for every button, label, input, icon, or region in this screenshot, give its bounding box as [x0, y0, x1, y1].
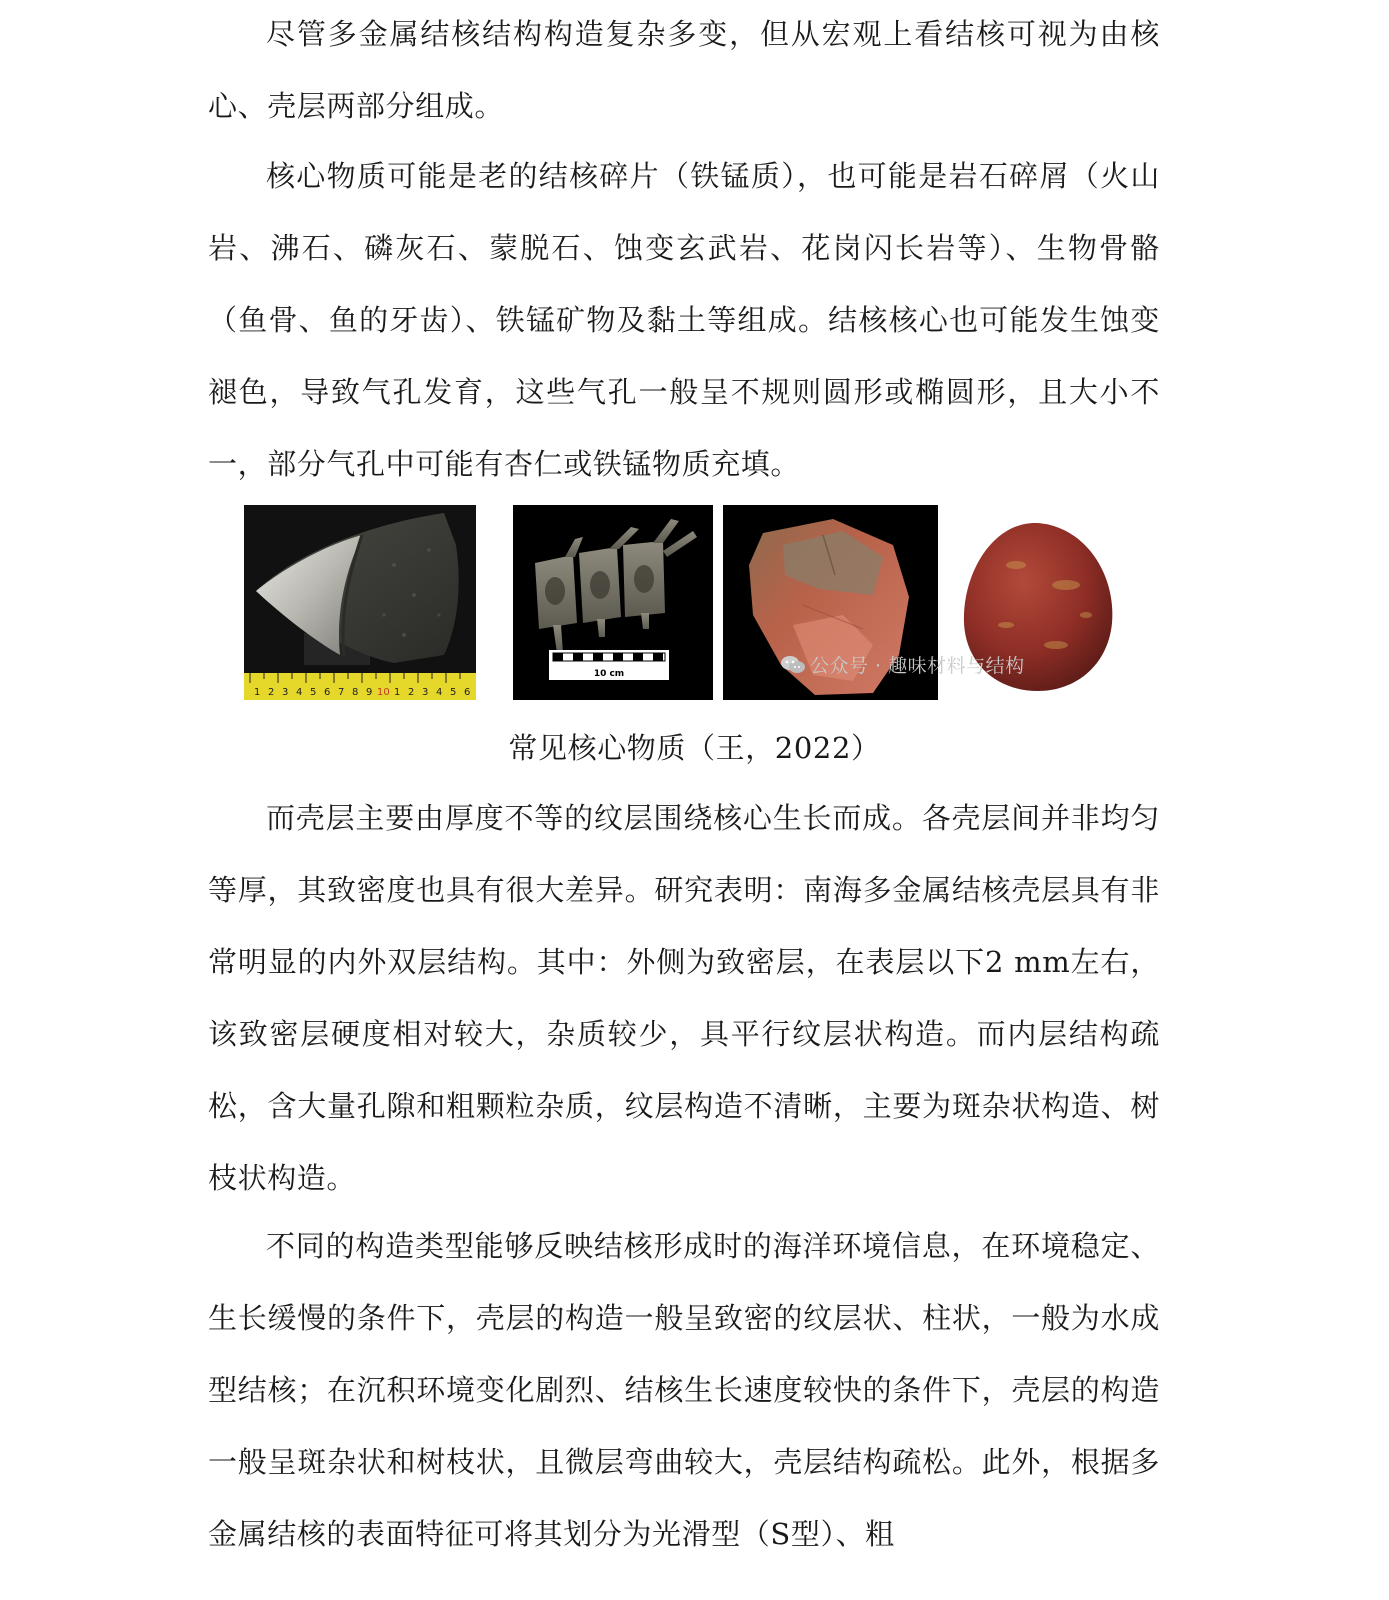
shark-tooth-photo [244, 505, 476, 700]
paragraph-1: 尽管多金属结核结构构造复杂多变，但从宏观上看结核可视为由核心、壳层两部分组成。 [208, 17, 1160, 123]
tape-number: 3 [422, 687, 429, 698]
tape-number: 6 [464, 687, 471, 698]
tape-number: 3 [282, 687, 289, 698]
tape-number: 7 [338, 687, 345, 698]
paragraph-4: 不同的构造类型能够反映结核形成时的海洋环境信息，在环境稳定、生长缓慢的条件下，壳层的构造一般呈致密的纹层状、柱状，一般为水成型结核；在沉积环境变化剧烈、结核生长速度较快的条件下，壳层的构造一般呈斑杂状和树枝状，且微层弯曲较大，壳层结构疏松。此外，根据多金属结核的表面特征可将其划分为光滑型（S型）、粗 [208, 1229, 1160, 1551]
tape-number: 4 [296, 687, 303, 698]
tape-number: 5 [450, 687, 457, 698]
scale-bar-label: 10 cm [593, 669, 625, 679]
tape-number: 4 [436, 687, 443, 698]
paragraph-2: 核心物质可能是老的结核碎片（铁锰质），也可能是岩石碎屑（火山岩、沸石、磷灰石、蒙脱石、蚀变玄武岩、花岗闪长岩等）、生物骨骼（鱼骨、鱼的牙齿）、铁锰矿物及黏土等组成。结核核心也可能发生蚀变褪色，导致气孔发育，这些气孔一般呈不规则圆形或椭圆形，且大小不一，部分气孔中可能有杏仁或铁锰物质充填。 [208, 159, 1160, 481]
watermark-text: 公众号 · 趣味材料与结构 [810, 655, 1025, 677]
tape-number: 10 [377, 687, 390, 698]
tape-number: 1 [394, 687, 401, 698]
tape-number: 5 [310, 687, 317, 698]
fish-vertebrae-photo [513, 505, 713, 700]
tape-number: 8 [352, 687, 359, 698]
wechat-icon [780, 655, 806, 675]
tape-number: 6 [324, 687, 331, 698]
figure-caption: 常见核心物质（王，2022） [508, 731, 881, 765]
tape-number: 1 [254, 687, 261, 698]
watermark [780, 651, 1025, 678]
tape-number: 2 [408, 687, 415, 698]
paragraph-3: 而壳层主要由厚度不等的纹层围绕核心生长而成。各壳层间并非均匀等厚，其致密度也具有很大差异。研究表明：南海多金属结核壳层具有非常明显的内外双层结构。其中：外侧为致密层，在表层以下2 mm左右，该致密层硬度相对较大，杂质较少，具平行纹层状构造。而内层结构疏松，含大量孔隙和粗颗粒杂质，纹层构造不清晰，主要为斑杂状构造、树枝状构造。 [208, 801, 1160, 1195]
tape-number: 2 [268, 687, 275, 698]
tape-number: 9 [366, 687, 373, 698]
core-materials-figure [0, 505, 1389, 705]
